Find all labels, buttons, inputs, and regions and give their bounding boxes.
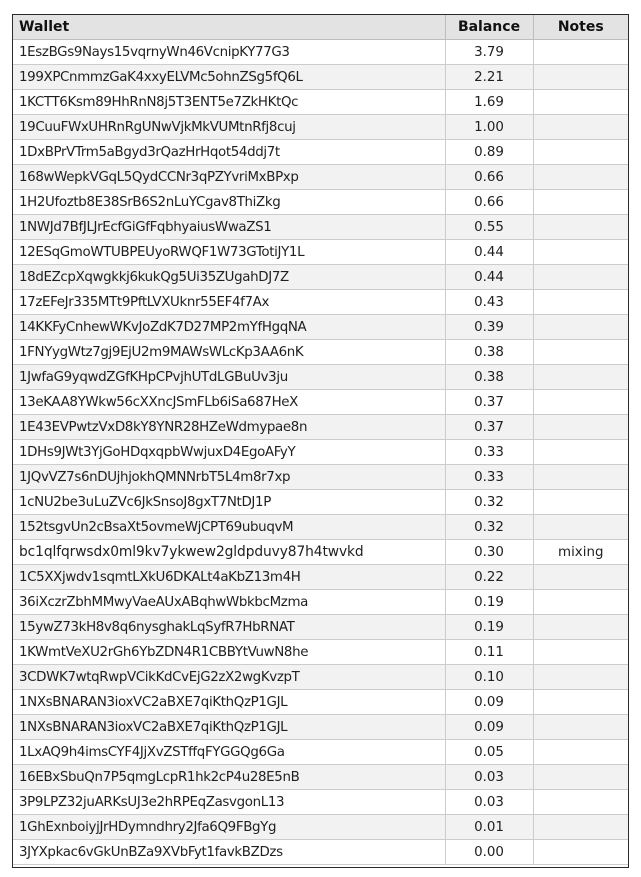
table-row (13, 415, 628, 440)
table-row (13, 765, 628, 790)
notes-cell (533, 265, 628, 290)
wallet-address-cell: 17zEFeJr335MTt9PftLVXUknr55EF4f7Ax (13, 290, 445, 315)
table-row (13, 540, 628, 565)
wallet-address-cell: 168wWepkVGqL5QydCCNr3qPZYvriMxBPxp (13, 165, 445, 190)
balance-cell: 3.79 (445, 40, 533, 65)
table-row (13, 615, 628, 640)
wallet-address-cell: 1NXsBNARAN3ioxVC2aBXE7qiKthQzP1GJL (13, 690, 445, 715)
balance-cell: 0.10 (445, 665, 533, 690)
balance-cell: 0.37 (445, 415, 533, 440)
wallet-address-cell: 1KWmtVeXU2rGh6YbZDN4R1CBBYtVuwN8he (13, 640, 445, 665)
table-row (13, 215, 628, 240)
balance-cell: 0.38 (445, 340, 533, 365)
table-row (13, 640, 628, 665)
balance-cell: 0.37 (445, 390, 533, 415)
table-row (13, 240, 628, 265)
balance-cell: 0.33 (445, 465, 533, 490)
balance-cell: 0.38 (445, 365, 533, 390)
notes-cell: mixing (533, 540, 628, 565)
notes-cell (533, 65, 628, 90)
table-row (13, 840, 628, 865)
wallet-address-cell: 19CuuFWxUHRnRgUNwVjkMkVUMtnRfj8cuj (13, 115, 445, 140)
notes-cell (533, 140, 628, 165)
notes-cell (533, 390, 628, 415)
table-row (13, 40, 628, 65)
wallet-address-cell: 14KKFyCnhewWKvJoZdK7D27MP2mYfHgqNA (13, 315, 445, 340)
table-row (13, 490, 628, 515)
balance-cell: 0.55 (445, 215, 533, 240)
wallet-address-cell: 18dEZcpXqwgkkj6kukQg5Ui35ZUgahDJ7Z (13, 265, 445, 290)
balance-cell: 0.22 (445, 565, 533, 590)
notes-cell (533, 415, 628, 440)
notes-cell (533, 615, 628, 640)
wallet-address-cell: 1C5XXjwdv1sqmtLXkU6DKALt4aKbZ13m4H (13, 565, 445, 590)
balance-cell: 0.19 (445, 615, 533, 640)
balance-cell: 0.00 (445, 840, 533, 865)
table-row (13, 590, 628, 615)
notes-cell (533, 340, 628, 365)
notes-cell (533, 715, 628, 740)
notes-cell (533, 790, 628, 815)
column-header-notes: Notes (533, 15, 628, 40)
wallet-address-cell: 199XPCnmmzGaK4xxyELVMc5ohnZSg5fQ6L (13, 65, 445, 90)
notes-cell (533, 90, 628, 115)
table-body (13, 40, 628, 865)
table-row (13, 790, 628, 815)
wallet-address-cell: 1JwfaG9yqwdZGfKHpCPvjhUTdLGBuUv3ju (13, 365, 445, 390)
notes-cell (533, 115, 628, 140)
balance-cell: 0.43 (445, 290, 533, 315)
wallet-address-cell: 1GhExnboiyjJrHDymndhry2Jfa6Q9FBgYg (13, 815, 445, 840)
notes-cell (533, 515, 628, 540)
balance-cell: 0.32 (445, 490, 533, 515)
table-row (13, 440, 628, 465)
balance-cell: 1.00 (445, 115, 533, 140)
wallet-address-cell: 1JQvVZ7s6nDUjhjokhQMNNrbT5L4m8r7xp (13, 465, 445, 490)
wallet-balance-table (13, 15, 628, 865)
table-header-row (13, 15, 628, 40)
table-row (13, 165, 628, 190)
balance-cell: 2.21 (445, 65, 533, 90)
notes-cell (533, 765, 628, 790)
table-row (13, 715, 628, 740)
notes-cell (533, 465, 628, 490)
wallet-address-cell: 1NWJd7BfJLJrEcfGiGfFqbhyaiusWwaZS1 (13, 215, 445, 240)
wallet-address-cell: 152tsgvUn2cBsaXt5ovmeWjCPT69ubuqvM (13, 515, 445, 540)
balance-cell: 0.32 (445, 515, 533, 540)
balance-cell: 0.19 (445, 590, 533, 615)
balance-cell: 0.09 (445, 690, 533, 715)
wallet-address-cell: 1FNYygWtz7gj9EjU2m9MAWsWLcKp3AA6nK (13, 340, 445, 365)
notes-cell (533, 565, 628, 590)
balance-cell: 1.69 (445, 90, 533, 115)
notes-cell (533, 190, 628, 215)
table-row (13, 190, 628, 215)
balance-cell: 0.44 (445, 265, 533, 290)
notes-cell (533, 590, 628, 615)
notes-cell (533, 240, 628, 265)
table-row (13, 665, 628, 690)
notes-cell (533, 440, 628, 465)
table-row (13, 115, 628, 140)
balance-cell: 0.03 (445, 765, 533, 790)
table-row (13, 290, 628, 315)
balance-cell: 0.33 (445, 440, 533, 465)
column-header-wallet: Wallet (13, 15, 445, 40)
table-row (13, 815, 628, 840)
wallet-address-cell: 1E43EVPwtzVxD8kY8YNR28HZeWdmypae8n (13, 415, 445, 440)
wallet-address-cell: 3P9LPZ32juARKsUJ3e2hRPEqZasvgonL13 (13, 790, 445, 815)
wallet-address-cell: 1NXsBNARAN3ioxVC2aBXE7qiKthQzP1GJL (13, 715, 445, 740)
notes-cell (533, 165, 628, 190)
table-row (13, 65, 628, 90)
wallet-address-cell: 1DHs9JWt3YjGoHDqxqpbWwjuxD4EgoAFyY (13, 440, 445, 465)
wallet-address-cell: 16EBxSbuQn7P5qmgLcpR1hk2cP4u28E5nB (13, 765, 445, 790)
table-row (13, 740, 628, 765)
table-row (13, 140, 628, 165)
notes-cell (533, 215, 628, 240)
notes-cell (533, 815, 628, 840)
column-header-balance: Balance (445, 15, 533, 40)
table-row (13, 565, 628, 590)
balance-cell: 0.39 (445, 315, 533, 340)
balance-cell: 0.66 (445, 190, 533, 215)
balance-cell: 0.03 (445, 790, 533, 815)
wallet-address-cell: 3CDWK7wtqRwpVCikKdCvEjG2zX2wgKvzpT (13, 665, 445, 690)
table-row (13, 365, 628, 390)
balance-cell: 0.11 (445, 640, 533, 665)
table-row (13, 265, 628, 290)
notes-cell (533, 640, 628, 665)
balance-cell: 0.44 (445, 240, 533, 265)
wallet-address-cell: 13eKAA8YWkw56cXXncJSmFLb6iSa687HeX (13, 390, 445, 415)
balance-cell: 0.01 (445, 815, 533, 840)
wallet-table-container (12, 14, 629, 868)
wallet-address-cell: 1H2Ufoztb8E38SrB6S2nLuYCgav8ThiZkg (13, 190, 445, 215)
table-row (13, 340, 628, 365)
notes-cell (533, 740, 628, 765)
wallet-address-cell: 1cNU2be3uLuZVc6JkSnsoJ8gxT7NtDJ1P (13, 490, 445, 515)
notes-cell (533, 490, 628, 515)
table-row (13, 515, 628, 540)
notes-cell (533, 690, 628, 715)
wallet-address-cell: 1KCTT6Ksm89HhRnN8j5T3ENT5e7ZkHKtQc (13, 90, 445, 115)
wallet-address-cell: 1DxBPrVTrm5aBgyd3rQazHrHqot54ddj7t (13, 140, 445, 165)
table-row (13, 315, 628, 340)
table-row (13, 390, 628, 415)
balance-cell: 0.30 (445, 540, 533, 565)
notes-cell (533, 315, 628, 340)
wallet-address-cell: 15ywZ73kH8v8q6nysghakLqSyfR7HbRNAT (13, 615, 445, 640)
table-row (13, 690, 628, 715)
table-row (13, 90, 628, 115)
wallet-address-cell: 36iXczrZbhMMwyVaeAUxABqhwWbkbcMzma (13, 590, 445, 615)
table-row (13, 465, 628, 490)
notes-cell (533, 40, 628, 65)
wallet-address-cell: 3JYXpkac6vGkUnBZa9XVbFyt1favkBZDzs (13, 840, 445, 865)
balance-cell: 0.89 (445, 140, 533, 165)
wallet-address-cell: 1EszBGs9Nays15vqrnyWn46VcnipKY77G3 (13, 40, 445, 65)
wallet-address-cell: bc1qlfqrwsdx0ml9kv7ykwew2gldpduvy87h4twvkd (13, 540, 445, 565)
wallet-address-cell: 1LxAQ9h4imsCYF4JjXvZSTffqFYGGQg6Ga (13, 740, 445, 765)
balance-cell: 0.09 (445, 715, 533, 740)
notes-cell (533, 665, 628, 690)
notes-cell (533, 365, 628, 390)
balance-cell: 0.66 (445, 165, 533, 190)
wallet-address-cell: 12ESqGmoWTUBPEUyoRWQF1W73GTotiJY1L (13, 240, 445, 265)
balance-cell: 0.05 (445, 740, 533, 765)
notes-cell (533, 840, 628, 865)
notes-cell (533, 290, 628, 315)
